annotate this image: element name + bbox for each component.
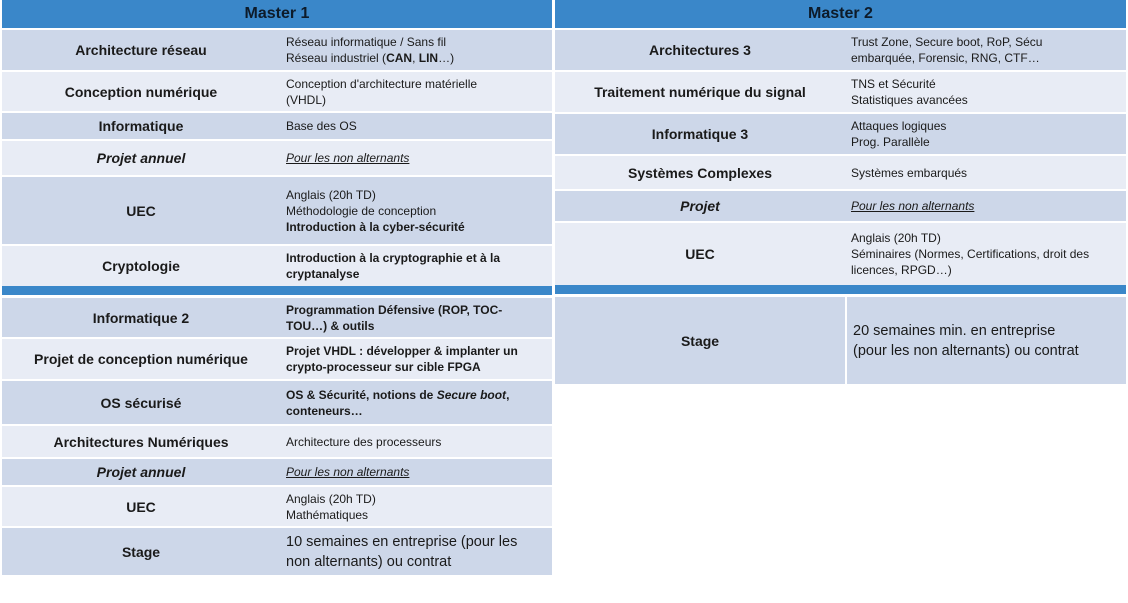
content-line: TOU…) & outils (286, 318, 375, 333)
subject-cell: Informatique 2 (92, 309, 190, 326)
content-line: Trust Zone, Secure boot, RoP, Sécu (851, 35, 1043, 49)
content-line: Pour les non alternants (851, 199, 975, 213)
content-line: Mathématiques (286, 507, 369, 522)
subject-cell: UEC (126, 202, 156, 219)
master2-header: Master 2 (555, 0, 1126, 28)
content-line: Introduction à la cryptographie et à la (286, 251, 501, 265)
content-line: Architecture des processeurs (286, 434, 442, 449)
content-cell (280, 177, 552, 244)
content-cell (845, 114, 1126, 154)
table-row (2, 111, 552, 139)
subject-cell: UEC (685, 246, 715, 262)
content-line: Introduction à la cyber-sécurité (286, 219, 465, 234)
content-cell (845, 191, 1126, 221)
master2-table (555, 0, 1126, 384)
content-cell (280, 339, 552, 379)
subject-cell: Traitement numérique du signal (594, 84, 806, 100)
subject-cell: UEC (126, 498, 156, 515)
content-cell (845, 297, 1126, 384)
content-line: (pour les non alternants) ou contrat (853, 342, 1079, 359)
content-cell (845, 223, 1126, 285)
content-cell (280, 72, 552, 111)
table-row (2, 337, 552, 379)
content-cell (280, 30, 552, 70)
table-row (555, 70, 1126, 112)
content-line: Projet VHDL : développer & implanter un (286, 344, 518, 358)
table-row (555, 294, 1126, 384)
content-line: non alternants) ou contrat (286, 553, 452, 570)
table-row (2, 244, 552, 286)
content-line: 10 semaines en entreprise (pour les (286, 533, 518, 550)
table-row (2, 457, 552, 485)
content-cell (280, 528, 552, 575)
subject-cell: Projet annuel (96, 150, 186, 166)
subject-cell: Projet (680, 198, 720, 214)
content-line: Séminaires (Normes, Certifications, droit des (851, 247, 1090, 261)
content-line: Pour les non alternants (286, 465, 410, 479)
content-cell (280, 459, 552, 485)
content-cell (280, 426, 552, 457)
content-cell (845, 30, 1126, 70)
content-cell (280, 381, 552, 424)
table-row (2, 28, 552, 70)
content-cell (845, 72, 1126, 112)
content-line: embarquée, Forensic, RNG, CTF… (851, 51, 1040, 65)
content-cell (280, 487, 552, 526)
subject-cell: Informatique 3 (651, 126, 749, 142)
content-line: 20 semaines min. en entreprise (853, 322, 1056, 339)
content-line: Anglais (20h TD) (851, 231, 941, 245)
subject-cell: Cryptologie (102, 258, 180, 274)
table-row (2, 424, 552, 457)
subject-cell: Architectures 3 (649, 42, 751, 58)
content-line: conteneurs… (286, 403, 363, 418)
subject-cell: Projet annuel (96, 464, 186, 480)
content-cell (280, 141, 552, 175)
table-row (2, 485, 552, 526)
content-line: crypto-processeur sur cible FPGA (286, 360, 481, 374)
content-line: (VHDL) (286, 92, 327, 107)
subject-cell: Informatique (98, 118, 184, 134)
content-cell (280, 113, 552, 139)
content-cell (280, 298, 552, 337)
table-row (555, 112, 1126, 154)
table-row (555, 28, 1126, 70)
table-row (2, 139, 552, 175)
content-line: Systèmes embarqués (851, 165, 968, 180)
table-row (555, 154, 1126, 189)
content-line: Programmation Défensive (ROP, TOC- (286, 302, 503, 317)
content-line: Statistiques avancées (851, 93, 968, 107)
content-line: cryptanalyse (286, 267, 360, 281)
subject-cell: Projet de conception numérique (34, 351, 248, 367)
subject-cell: Stage (121, 543, 161, 560)
content-line: Anglais (20h TD) (286, 187, 376, 202)
content-line: Pour les non alternants (286, 151, 410, 165)
table-row (2, 526, 552, 575)
table-row (555, 189, 1126, 221)
subject-cell: OS sécurisé (100, 394, 182, 411)
content-line: TNS et Sécurité (851, 77, 936, 91)
content-line: Réseau informatique / Sans fil (286, 35, 447, 49)
subject-cell: Conception numérique (64, 83, 218, 100)
section-separator (555, 285, 1126, 294)
subject-cell: Architectures Numériques (53, 433, 229, 450)
content-line: Prog. Parallèle (851, 135, 930, 149)
table-row (2, 70, 552, 111)
subject-cell: Stage (680, 332, 720, 349)
content-line: Base des OS (286, 119, 357, 133)
content-line: Anglais (20h TD) (286, 491, 376, 506)
master1-header: Master 1 (2, 0, 552, 28)
content-line: Méthodologie de conception (286, 203, 437, 218)
subject-cell: Systèmes Complexes (628, 164, 772, 181)
table-row (2, 175, 552, 244)
content-cell (845, 156, 1126, 189)
content-line: OS & Sécurité, notions de Secure boot, (286, 387, 510, 402)
content-line: licences, RPGD…) (851, 263, 952, 277)
content-line: Attaques logiques (851, 119, 947, 133)
table-row (2, 295, 552, 337)
content-line: Réseau industriel (CAN, LIN…) (286, 51, 455, 65)
content-line: Conception d'architecture matérielle (286, 76, 478, 91)
section-separator (2, 286, 552, 295)
content-cell (280, 246, 552, 286)
table-row (2, 379, 552, 424)
table-row (555, 221, 1126, 285)
subject-cell: Architecture réseau (75, 42, 207, 58)
master1-table (2, 0, 552, 575)
